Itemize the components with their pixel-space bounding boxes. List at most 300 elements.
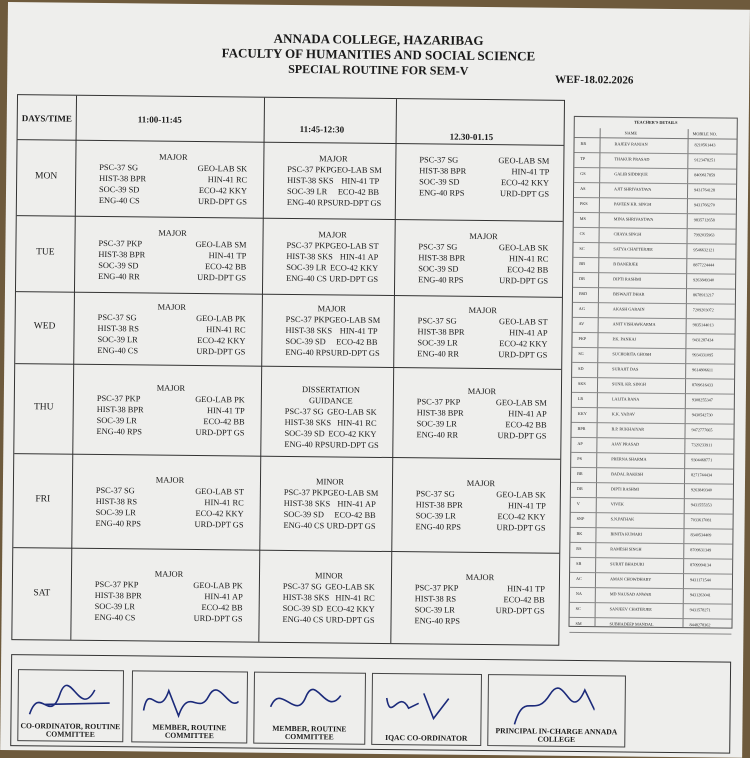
session-type: MAJOR <box>97 382 245 395</box>
teacher-code: V <box>577 501 580 506</box>
teacher-code: BPR <box>578 426 586 431</box>
subject-left: PSC-37 SG <box>98 312 137 323</box>
subject-right: URD-DPT GS <box>198 196 247 208</box>
teacher-name: S.N.PATHAK <box>611 516 635 521</box>
subject-left: SOC-39 SD <box>98 260 138 271</box>
subject-right: HIN-41 AP <box>337 498 376 509</box>
subject-right: HIN-41 TP <box>209 250 247 261</box>
subject-left: HIST-38 SKS <box>285 417 332 428</box>
signature-caption: IQAC CO-ORDINATOR <box>372 734 480 743</box>
subject-right: URD-DPT GS <box>197 272 246 284</box>
slot3-header: 12.30-01.15 <box>450 132 494 142</box>
teacher-mobile: 8271744434 <box>691 472 712 477</box>
routine-cell <box>283 476 376 532</box>
subject-right: HIN-41 TP <box>508 500 546 511</box>
teacher-mobile: 9934331095 <box>692 352 713 357</box>
signature-cell <box>131 670 248 743</box>
teacher-code: SB <box>576 561 581 566</box>
teacher-name: THAKUR PRASAD <box>614 156 649 161</box>
subject-right: URD-DPT GS <box>326 614 375 626</box>
teacher-mobile: 7992035963 <box>694 232 715 237</box>
subject-left: ENG-40 RPS <box>285 347 330 358</box>
subject-left: SOC-39 SD <box>284 428 324 439</box>
session-type: MAJOR <box>416 477 546 489</box>
subject-left: HIST-38 BPR <box>97 404 144 415</box>
teacher-code: SNP <box>577 516 585 521</box>
subject-right: HIN-41 AP <box>340 251 379 262</box>
subject-left: SOC-39 SD <box>285 336 325 347</box>
teacher-mobile: 9614806611 <box>692 367 713 372</box>
routine-cell <box>415 477 546 533</box>
subject-left: SOC-39 SD <box>419 176 459 187</box>
teacher-code: AC <box>576 576 582 581</box>
teacher-mobile: 9431578271 <box>690 607 711 612</box>
subject-right: ECO-42 KKY <box>197 335 245 347</box>
routine-title: SPECIAL ROUTINE FOR SEM-V <box>7 59 749 82</box>
teacher-code: BK <box>576 531 582 536</box>
teacher-code: SM <box>575 621 581 626</box>
subject-right: HIN-41 TP <box>511 166 549 177</box>
teacher-mobile: 9546632121 <box>693 247 714 252</box>
subject-left: HIST-38 BPR <box>418 326 465 337</box>
subject-left: HIST-38 BPR <box>99 173 146 184</box>
subject-left: PSC-37 PKP <box>287 164 331 175</box>
subject-right: GEO-LAB PK <box>195 394 245 406</box>
routine-cell <box>284 384 377 451</box>
subject-right: URD-DPT GS <box>498 349 547 361</box>
subject-right: HIN-41 RC <box>206 324 245 335</box>
teacher-code: AG <box>579 306 585 311</box>
session-type: MAJOR <box>286 303 378 315</box>
teacher-name: MD NAUSAD ANWAR <box>610 591 651 596</box>
teacher-name: P.K. PANKAJ <box>612 336 636 341</box>
teacher-mobile: 7209203072 <box>693 307 714 312</box>
subject-left: SOC-39 SD <box>99 184 139 195</box>
teacher-name: BADAL RAKESH <box>611 471 643 476</box>
subject-left: SOC-39 LR <box>286 262 326 273</box>
subject-right: HIN-41 AP <box>204 591 243 602</box>
teacher-code: AV <box>579 321 585 326</box>
signature-cell <box>371 673 482 746</box>
session-type: MAJOR <box>419 230 549 242</box>
day-label-fri: FRI <box>14 494 72 505</box>
teacher-mobile: 9835144013 <box>693 322 714 327</box>
subject-right: HIN-41 TP <box>507 583 545 594</box>
subject-left: HIST-38 BPR <box>419 165 466 176</box>
subject-left: HIST-38 RS <box>96 496 137 507</box>
teacher-name: SUBHADEEP MANDAL <box>609 621 653 626</box>
session-type: MAJOR <box>99 151 247 164</box>
subject-left: SOC-39 LR <box>287 186 327 197</box>
teacher-code: SD <box>578 366 583 371</box>
subject-left: ENG-40 RR <box>98 271 140 282</box>
teacher-mobile: 9431766270 <box>694 202 715 207</box>
teacher-mobile: 8709616433 <box>692 382 713 387</box>
teachers-name-header: NAME <box>625 130 637 135</box>
handwritten-signature <box>494 679 595 730</box>
day-label-sat: SAT <box>13 588 71 599</box>
teacher-mobile: 9123478251 <box>694 157 715 162</box>
subject-right: ECO-42 BB <box>203 416 244 427</box>
session-type: MAJOR <box>287 153 379 165</box>
subject-right: URD-DPT GS <box>496 605 545 617</box>
subject-right: GEO-LAB SM <box>195 239 246 251</box>
subject-right: ECO-42 BB <box>505 419 546 430</box>
teacher-name: SURJIT BHADURI <box>610 561 644 566</box>
teacher-name: SUNIL KR. SINGH <box>612 381 646 386</box>
subject-right: HIN-41 AP <box>508 408 547 419</box>
session-type: DISSERTATION GUIDANCE <box>285 384 377 407</box>
subject-right: ECO-42 KKY <box>328 428 376 440</box>
subject-left: HIST-38 SKS <box>287 175 334 186</box>
teacher-name: GALIB SIDDIQUE <box>614 171 648 176</box>
teacher-mobile: 9472777665 <box>692 427 713 432</box>
teacher-name: BINITA KUMARI <box>610 531 642 536</box>
subject-right: ECO-42 KKY <box>501 177 549 189</box>
day-label-thu: THU <box>15 402 73 413</box>
subject-left: ENG-40 CS <box>95 612 136 623</box>
teacher-code: PS <box>577 456 582 461</box>
session-type: MAJOR <box>417 385 547 397</box>
teacher-code: RR <box>581 141 587 146</box>
teacher-code: BB <box>579 261 585 266</box>
teacher-mobile: 8678913217 <box>693 292 714 297</box>
teacher-name: AJAY PRASAD <box>611 441 639 446</box>
subject-left: PSC-37 PKP <box>415 582 459 593</box>
subject-right: URD-DPT GS <box>331 347 380 359</box>
session-type: MAJOR <box>415 571 545 583</box>
subject-right: URD-DPT GS <box>497 430 546 442</box>
teacher-name: VIVEK <box>611 501 624 506</box>
session-type: MAJOR <box>96 474 244 487</box>
subject-right: URD-DPT GS <box>195 427 244 439</box>
teacher-mobile: 9308255347 <box>692 397 713 402</box>
teacher-mobile: 8340534409 <box>690 532 711 537</box>
subject-right: GEO-LAB SK <box>327 406 377 418</box>
subject-left: PSC-37 SG <box>283 581 322 592</box>
routine-cell <box>287 153 380 209</box>
teacher-code: AS <box>580 186 585 191</box>
subject-left: SOC-39 LR <box>97 334 137 345</box>
subject-right: GEO-LAB SM <box>327 487 378 499</box>
teacher-mobile: 8409617859 <box>694 172 715 177</box>
subject-left: HIST-38 RS <box>98 323 139 334</box>
teachers-details-table <box>568 116 737 629</box>
teacher-mobile: 7320233911 <box>691 442 712 447</box>
teacher-mobile: 9304468771 <box>691 457 712 462</box>
subject-left: SOC-39 LR <box>415 604 455 615</box>
signature-cell <box>253 672 366 745</box>
subject-right: URD-DPT GS <box>332 197 381 209</box>
teacher-code: SC <box>576 606 581 611</box>
routine-cell <box>414 571 545 627</box>
session-type: MINOR <box>283 570 375 582</box>
subject-left: ENG-40 CS <box>99 195 140 206</box>
teacher-name: MINA SHRIVASTAVA <box>614 216 654 221</box>
handwritten-signature <box>138 675 239 726</box>
subject-right: URD-DPT GS <box>497 522 546 534</box>
subject-left: PSC-37 SG <box>418 315 457 326</box>
day-label-mon: MON <box>17 171 75 182</box>
subject-left: PSC-37 SG <box>416 488 455 499</box>
teacher-code: DR <box>579 276 585 281</box>
teacher-code: KKY <box>578 411 587 416</box>
teacher-mobile: 9431555353 <box>691 502 712 507</box>
subject-right: HIN-41 RC <box>337 417 376 428</box>
teacher-mobile: 8448278362 <box>689 622 710 627</box>
session-type: MAJOR <box>98 301 246 314</box>
subject-left: PSC-37 SG <box>418 241 457 252</box>
subject-right: URD-DPT GS <box>194 613 243 625</box>
subject-left: HIST-38 BPR <box>95 590 142 601</box>
teacher-name: DIPTI RASHMI <box>611 486 639 491</box>
subject-right: ECO-42 BB <box>336 336 377 347</box>
teacher-mobile: 9835712658 <box>694 217 715 222</box>
subject-left: SOC-39 SD <box>418 263 458 274</box>
signature-block <box>10 654 731 754</box>
subject-left: HIST-38 SKS <box>283 592 330 603</box>
routine-cell <box>418 230 549 286</box>
subject-left: PSC-37 PKP <box>284 487 328 498</box>
teacher-code: SG <box>578 351 583 356</box>
slot1-header: 11:00-11:45 <box>138 114 182 124</box>
subject-left: SOC-39 LR <box>96 507 136 518</box>
subject-right: ECO-42 BB <box>334 509 375 520</box>
signature-caption: MEMBER, ROUTINE COMMITTEE <box>132 723 246 740</box>
teachers-details-title: TEACHER'S DETAILS <box>575 119 737 126</box>
subject-left: ENG-40 RPS <box>414 615 459 626</box>
handwritten-signature <box>24 674 125 725</box>
subject-left: HIST-38 BPR <box>416 499 463 510</box>
routine-cell <box>419 154 549 199</box>
subject-left: PSC-37 SG <box>419 154 458 165</box>
subject-right: HIN-41 RC <box>204 497 243 508</box>
subject-right: GEO-LAB SM <box>331 164 382 176</box>
subject-right: ECO-42 BB <box>504 594 545 605</box>
teacher-name: RAMESH SINGH <box>610 546 641 551</box>
teacher-mobile: 9430542730 <box>692 412 713 417</box>
teacher-mobile: 8709631349 <box>690 547 711 552</box>
subject-left: SOC-39 LR <box>417 337 457 348</box>
faculty-name: FACULTY OF HUMANITIES AND SOCIAL SCIENCE <box>7 43 749 67</box>
teacher-name: BISWAJIT DHAR <box>613 291 645 296</box>
teacher-code: SC <box>579 246 584 251</box>
subject-right: ECO-42 KKY <box>497 511 545 523</box>
subject-right: HIN-41 TP <box>341 176 379 187</box>
subject-left: PSC-37 SG <box>96 485 135 496</box>
subject-right: ECO-42 KKY <box>330 262 378 274</box>
routine-cell <box>98 227 247 284</box>
teacher-code: SKS <box>578 381 586 386</box>
subject-right: ECO-42 BB <box>201 602 242 613</box>
routine-cell <box>96 382 245 439</box>
subject-right: GEO-LAB SK <box>499 242 549 254</box>
subject-left: HIST-38 BPR <box>417 407 464 418</box>
teacher-mobile: 9431287434 <box>692 337 713 342</box>
subject-left: HIST-38 SKS <box>286 325 333 336</box>
day-label-wed: WED <box>16 321 74 332</box>
session-type: MAJOR <box>418 304 548 316</box>
teacher-name: PRERNA SHARMA <box>611 456 646 461</box>
subject-right: GEO-LAB ST <box>330 240 379 252</box>
subject-right: URD-DPT GS <box>500 188 549 200</box>
teacher-mobile: 9431764128 <box>694 187 715 192</box>
subject-left: SOC-39 SD <box>284 509 324 520</box>
subject-right: URD-DPT GS <box>329 273 378 285</box>
subject-right: HIN-41 RC <box>509 253 548 264</box>
teacher-mobile: 8877224444 <box>693 262 714 267</box>
handwritten-signature <box>260 677 361 728</box>
subject-left: ENG-40 RPS <box>287 197 332 208</box>
subject-left: PSC-37 PKP <box>286 240 330 251</box>
teacher-code: MS <box>580 216 586 221</box>
subject-left: ENG-40 RR <box>417 348 459 359</box>
subject-left: PSC-37 SG <box>285 406 324 417</box>
teacher-name: AKASH GARAIN <box>613 306 645 311</box>
routine-cell <box>95 568 244 625</box>
routine-cell <box>416 385 547 441</box>
teacher-name: PAVEEN KR. SINGH <box>614 201 651 206</box>
effective-date: WEF-18.02.2026 <box>555 74 633 87</box>
teacher-name: LALITA RANA <box>612 396 640 401</box>
teachers-mobile-header: MOBILE NO. <box>693 131 717 136</box>
subject-left: SOC-39 LR <box>95 601 135 612</box>
subject-right: ECO-42 BB <box>507 264 548 275</box>
subject-left: PSC-37 PKP <box>286 314 330 325</box>
subject-right: GEO-LAB ST <box>499 316 548 328</box>
subject-left: HIST-38 BPR <box>98 249 145 260</box>
teacher-name: SANJEEV CHATERJEE <box>610 606 652 611</box>
subject-right: GEO-LAB SK <box>198 163 248 175</box>
day-label-tue: TUE <box>16 247 74 258</box>
subject-right: GEO-LAB PK <box>193 580 243 592</box>
teacher-code: PKP <box>578 336 586 341</box>
teacher-code: NA <box>576 591 582 596</box>
teacher-code: PKS <box>580 201 588 206</box>
signature-caption: PRINCIPAL IN-CHARGE ANNADA COLLEGE <box>488 727 624 744</box>
teacher-code: TP <box>580 156 585 161</box>
teacher-name: DIPTI RASHMI <box>613 276 641 281</box>
subject-left: PSC-37 PKP <box>417 396 461 407</box>
teacher-mobile: 8709994134 <box>690 562 711 567</box>
session-type: MINOR <box>284 476 376 488</box>
subject-right: GEO-LAB SK <box>496 489 546 501</box>
teacher-mobile: 9263849340 <box>691 487 712 492</box>
subject-left: HIST-38 BPR <box>418 252 465 263</box>
subject-left: PSC-37 PKP <box>98 238 142 249</box>
routine-table <box>11 94 565 646</box>
subject-left: HIST-38 SKS <box>284 498 331 509</box>
subject-left: ENG-40 RPS <box>284 439 329 450</box>
routine-cell <box>285 303 378 359</box>
teacher-code: AP <box>577 441 582 446</box>
signature-caption: CO-ORDINATOR, ROUTINE COMMITTEE <box>18 722 122 739</box>
routine-cell <box>282 570 375 626</box>
subject-right: ECO-42 KKY <box>499 338 547 350</box>
teacher-name: B.P. RUKHAIYAR <box>612 426 645 431</box>
subject-right: ECO-42 KKY <box>326 603 374 615</box>
teacher-mobile: 8210561443 <box>695 142 716 147</box>
routine-cell <box>286 229 379 285</box>
routine-cell <box>95 474 244 531</box>
routine-sheet <box>0 2 750 758</box>
teacher-code: BSD <box>579 291 587 296</box>
session-type: MAJOR <box>95 568 243 581</box>
subject-right: HIN-41 TP <box>207 405 245 416</box>
teacher-mobile: 9263849340 <box>693 277 714 282</box>
subject-left: PSC-37 PKP <box>97 393 141 404</box>
teacher-name: RAJEEV RANJAN <box>615 141 648 146</box>
signature-caption: MEMBER, ROUTINE COMMITTEE <box>254 725 364 742</box>
teacher-code: DR <box>577 486 583 491</box>
teacher-code: GS <box>580 171 585 176</box>
session-type: MAJOR <box>99 227 247 240</box>
teacher-name: CHAYA SINGH <box>614 231 642 236</box>
slot2-header: 11:45-12:30 <box>300 124 345 134</box>
subject-right: URD-DPT GS <box>195 519 244 531</box>
subject-left: ENG-40 CS <box>286 273 327 284</box>
routine-cell <box>417 304 548 360</box>
teacher-name: ANIT VISHAWKARMA <box>613 321 656 326</box>
session-type: MAJOR <box>287 229 379 241</box>
subject-right: ECO-42 BB <box>205 261 246 272</box>
teacher-name: SURAJIT DAS <box>612 366 638 371</box>
teacher-name: SUCHORITA GHOSH <box>612 351 651 356</box>
routine-cell <box>97 301 246 358</box>
subject-right: HIN-41 AP <box>509 327 548 338</box>
subject-left: ENG-40 RPS <box>418 274 463 285</box>
subject-right: HIN-41 TP <box>340 325 378 336</box>
college-name: ANNADA COLLEGE, HAZARIBAG <box>8 28 750 52</box>
teacher-name: SATYA CHATTERJEE <box>613 246 652 251</box>
subject-right: HIN-41 RC <box>208 174 247 185</box>
teacher-code: BR <box>577 471 583 476</box>
teacher-code: CS <box>580 231 585 236</box>
signature-cell <box>17 669 124 742</box>
subject-right: URD-DPT GS <box>330 439 379 451</box>
teacher-mobile: 7033617081 <box>691 517 712 522</box>
subject-left: SOC-39 LR <box>416 510 456 521</box>
subject-right: GEO-LAB SM <box>498 155 549 167</box>
routine-cell <box>99 151 248 208</box>
subject-left: ENG-40 RPS <box>419 187 464 198</box>
signature-cell <box>487 674 626 747</box>
subject-left: ENG-40 RPS <box>415 521 460 532</box>
handwritten-signature <box>378 678 479 729</box>
subject-left: ENG-40 CS <box>97 345 138 356</box>
subject-left: ENG-40 RR <box>416 429 458 440</box>
subject-right: GEO-LAB SM <box>329 314 380 326</box>
subject-right: GEO-LAB SK <box>325 581 375 593</box>
subject-right: URD-DPT GS <box>499 275 548 287</box>
subject-left: ENG-40 RPS <box>96 426 141 437</box>
subject-right: ECO-42 BB <box>338 186 379 197</box>
subject-right: HIN-41 RC <box>335 592 374 603</box>
subject-left: SOC-39 LR <box>417 418 457 429</box>
subject-left: ENG-40 RPS <box>95 518 140 529</box>
subject-right: ECO-42 KKY <box>199 185 247 197</box>
subject-left: ENG-40 CS <box>283 520 324 531</box>
subject-right: ECO-42 KKY <box>195 508 243 520</box>
teacher-name: K.K. YADAV <box>612 411 635 416</box>
subject-right: GEO-LAB SM <box>496 397 547 409</box>
subject-right: URD-DPT GS <box>196 346 245 358</box>
teacher-code: LR <box>578 396 583 401</box>
teacher-mobile: 9431263041 <box>690 592 711 597</box>
subject-right: URD-DPT GS <box>327 520 376 532</box>
teacher-mobile: 9431171544 <box>690 577 711 582</box>
teacher-name: B BANERJEE <box>613 261 638 266</box>
